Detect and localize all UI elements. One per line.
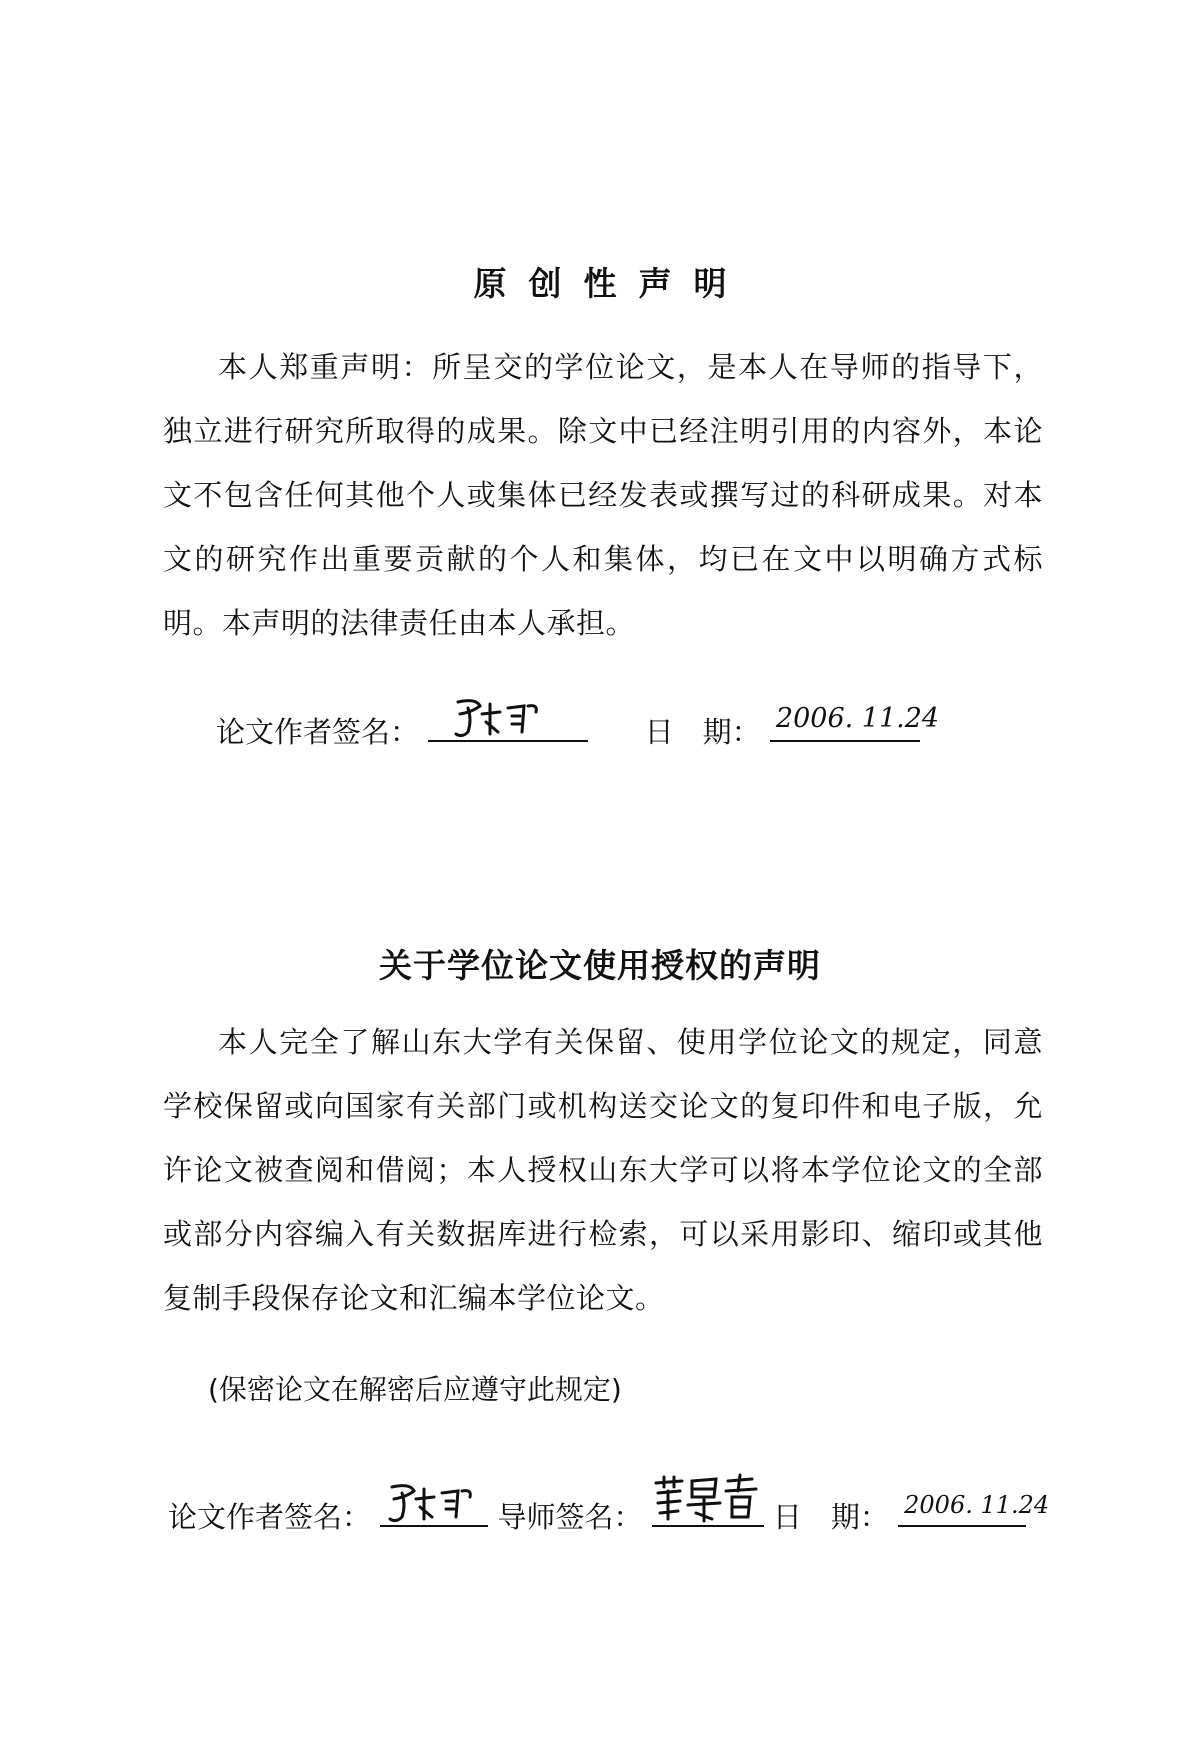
date-blank-1 — [770, 700, 940, 742]
date-value-2: 2006. 11.24 — [904, 1491, 1050, 1519]
authorization-declaration-title: 关于学位论文使用授权的声明 — [379, 946, 821, 985]
author-signature-label: 论文作者签名： — [216, 715, 420, 749]
date-label-1: 日 期： — [644, 715, 761, 749]
date-value-1: 2006. 11.24 — [775, 703, 940, 734]
advisor-signature-blank — [652, 1485, 764, 1527]
originality-declaration-title: 原创性声明 — [473, 264, 749, 303]
advisor-signature-handwriting — [652, 1473, 764, 1523]
author-signature-handwriting-2 — [380, 1479, 488, 1523]
author-signature-line-1 — [216, 700, 940, 751]
originality-declaration-body: 本人郑重声明：所呈交的学位论文，是本人在导师的指导下，独立进行研究所取得的成果。除文中已经注明引用的内容外，本论文不包含任何其他个人或集体已经发表或撰写过的科研成果。对本文的研究作出重要贡献的个人和集体，均已在文中以明确方式标明。本声明的法律责任由本人承担。 — [163, 350, 1043, 640]
author-signature-handwriting — [428, 694, 588, 738]
date-label-2: 日 期： — [772, 1500, 889, 1534]
author-signature-label-2: 论文作者签名： — [168, 1500, 372, 1534]
signature-line-2 — [168, 1485, 1050, 1536]
author-signature-blank-2 — [380, 1485, 488, 1527]
advisor-signature-label: 导师签名： — [497, 1500, 643, 1534]
date-blank-2 — [898, 1485, 1050, 1527]
authorization-declaration-body: 本人完全了解山东大学有关保留、使用学位论文的规定，同意学校保留或向国家有关部门或机构送交论文的复印件和电子版，允许论文被查阅和借阅；本人授权山东大学可以将本学位论文的全部或部分内容编入有关数据库进行检索，可以采用影印、缩印或其他复制手段保存论文和汇编本学位论文。 — [163, 1025, 1043, 1315]
author-signature-blank — [428, 700, 588, 742]
confidential-note: (保密论文在解密后应遵守此规定) — [208, 1373, 622, 1406]
